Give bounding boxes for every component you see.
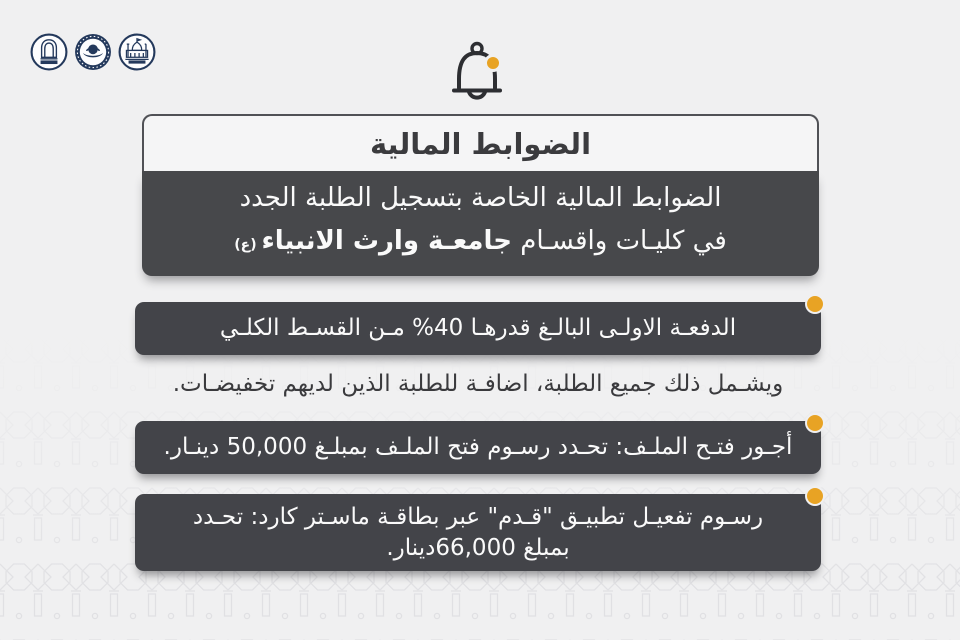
note-text: ويشـمل ذلك جميع الطلبة، اضافـة للطلبة الذين لديهم تخفيضـات. bbox=[172, 371, 784, 397]
info-box-first-installment bbox=[135, 302, 821, 355]
info-box-app-fee-line2: بمبلغ 66,000دينار. bbox=[386, 534, 570, 561]
header-line1: الضوابط المالية الخاصة بتسجيل الطلبة الجدد bbox=[239, 182, 722, 213]
university-name: جامعـة وارث الانبياء bbox=[261, 225, 512, 256]
bell-outline-icon bbox=[447, 36, 511, 104]
yellow-corner-dot bbox=[807, 488, 823, 504]
yellow-corner-dot bbox=[807, 415, 823, 431]
header-line2-prefix: في كليـات واقسـام bbox=[512, 225, 727, 256]
info-box-file-fee-text: أجـور فتـح الملـف: تحـدد رسـوم فتح الملـف بمبلـغ 50,000 دينـار. bbox=[163, 434, 793, 460]
info-box-file-fee bbox=[135, 421, 821, 474]
main-card bbox=[142, 114, 819, 276]
page-title-box bbox=[142, 114, 819, 171]
university-logo-shrine-icon bbox=[118, 33, 156, 71]
info-box-app-fee-line1: رسـوم تفعيـل تطبيـق "قـدم" عبر بطاقـة ماسـتر كارد: تحـدد bbox=[192, 503, 764, 530]
bell-notification-dot bbox=[486, 56, 501, 71]
logo-row bbox=[30, 33, 156, 71]
bell-icon bbox=[447, 36, 511, 104]
university-logo-navy-icon bbox=[74, 33, 112, 71]
header-banner bbox=[142, 171, 819, 276]
university-logo-arch-icon bbox=[30, 33, 68, 71]
page-title: الضوابط المالية bbox=[369, 126, 592, 161]
header-line2 bbox=[234, 219, 727, 267]
honorific-abbrev: (ع) bbox=[234, 236, 262, 253]
info-box-app-fee bbox=[135, 494, 821, 571]
yellow-corner-dot bbox=[807, 296, 823, 312]
info-box-first-installment-text: الدفعـة الاولـى البالـغ قدرهـا 40% مـن القسـط الكلـي bbox=[219, 315, 737, 341]
